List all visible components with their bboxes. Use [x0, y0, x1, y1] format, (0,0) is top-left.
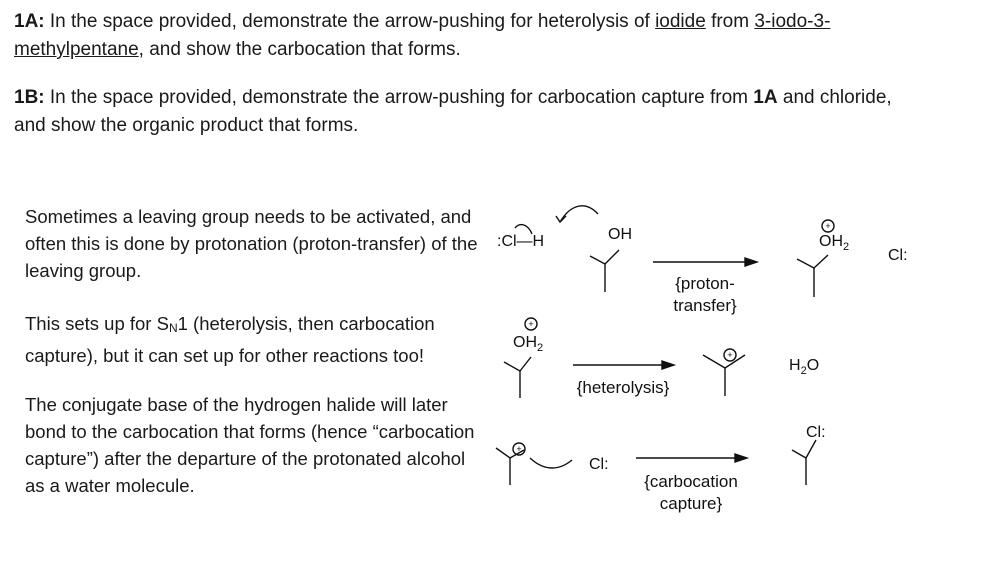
- question-1b-text: In the space provided, demonstrate the arrow-pushing for carbocation capture from: [44, 87, 754, 108]
- question-1a-text: In the space provided, demonstrate the arrow-pushing for heterolysis of: [44, 11, 656, 32]
- chloride-substituent: Cl:: [806, 424, 826, 441]
- heterolysis-label: {heterolysis}: [576, 378, 670, 397]
- question-1b-ref: 1A: [753, 87, 778, 108]
- plus-sign-3: +: [727, 350, 733, 360]
- note-sn1-text-2: 1 (heterolysis, then carbocation capture), but it can set up for other reactions too!: [25, 313, 435, 366]
- water-o: O: [806, 357, 820, 374]
- capture-label: {carbocation capture}: [644, 472, 738, 513]
- question-1b-label: 1B:: [14, 87, 45, 108]
- question-1b-text-2: and chloride, and show the organic product that forms.: [14, 87, 892, 136]
- note-activation: Sometimes a leaving group needs to be activated, and often this is done by protonation (proton-transfer) of the leaving group.: [25, 206, 478, 281]
- proton-transfer-label: {proton-transfer}: [673, 274, 737, 315]
- note-conjugate-base: The conjugate base of the hydrogen halide will later bond to the carbocation that forms (hence “carbocation capture”) after the departure of the protonated alcohol as a water molecule.: [25, 394, 475, 496]
- oxonium-label-2: OH: [513, 334, 537, 351]
- plus-sign-4: +: [516, 444, 522, 454]
- question-1a-text-2: from: [705, 11, 755, 32]
- oxonium-subscript: 2: [843, 241, 850, 254]
- question-1a-label: 1A:: [14, 11, 45, 32]
- compound-name-part1: 3-iodo-3-: [754, 11, 831, 32]
- oxonium-group-2: [513, 334, 543, 354]
- oxonium-label: OH: [819, 233, 843, 250]
- hcl-molecule: :Cl—H: [497, 233, 545, 250]
- curved-arrow-1: [560, 206, 598, 222]
- chloride-ion-2: Cl:: [589, 456, 609, 473]
- water-molecule: [789, 357, 819, 377]
- plus-sign-2: +: [528, 319, 534, 329]
- plus-sign-1: +: [825, 221, 831, 231]
- iodide-term: iodide: [655, 11, 706, 32]
- oxonium-subscript-2: 2: [537, 342, 544, 355]
- water-subscript: 2: [800, 365, 807, 378]
- note-sn1-subscript: N: [168, 321, 178, 335]
- compound-name-part2: methylpentane: [14, 39, 139, 60]
- water-h: H: [789, 357, 801, 374]
- hydroxyl-group: OH: [608, 226, 632, 243]
- question-1a-text-3: , and show the carbocation that forms.: [138, 39, 461, 60]
- oxonium-group: [819, 233, 849, 253]
- note-sn1-text: This sets up for S: [25, 313, 169, 334]
- chloride-ion-1: Cl:: [888, 247, 908, 264]
